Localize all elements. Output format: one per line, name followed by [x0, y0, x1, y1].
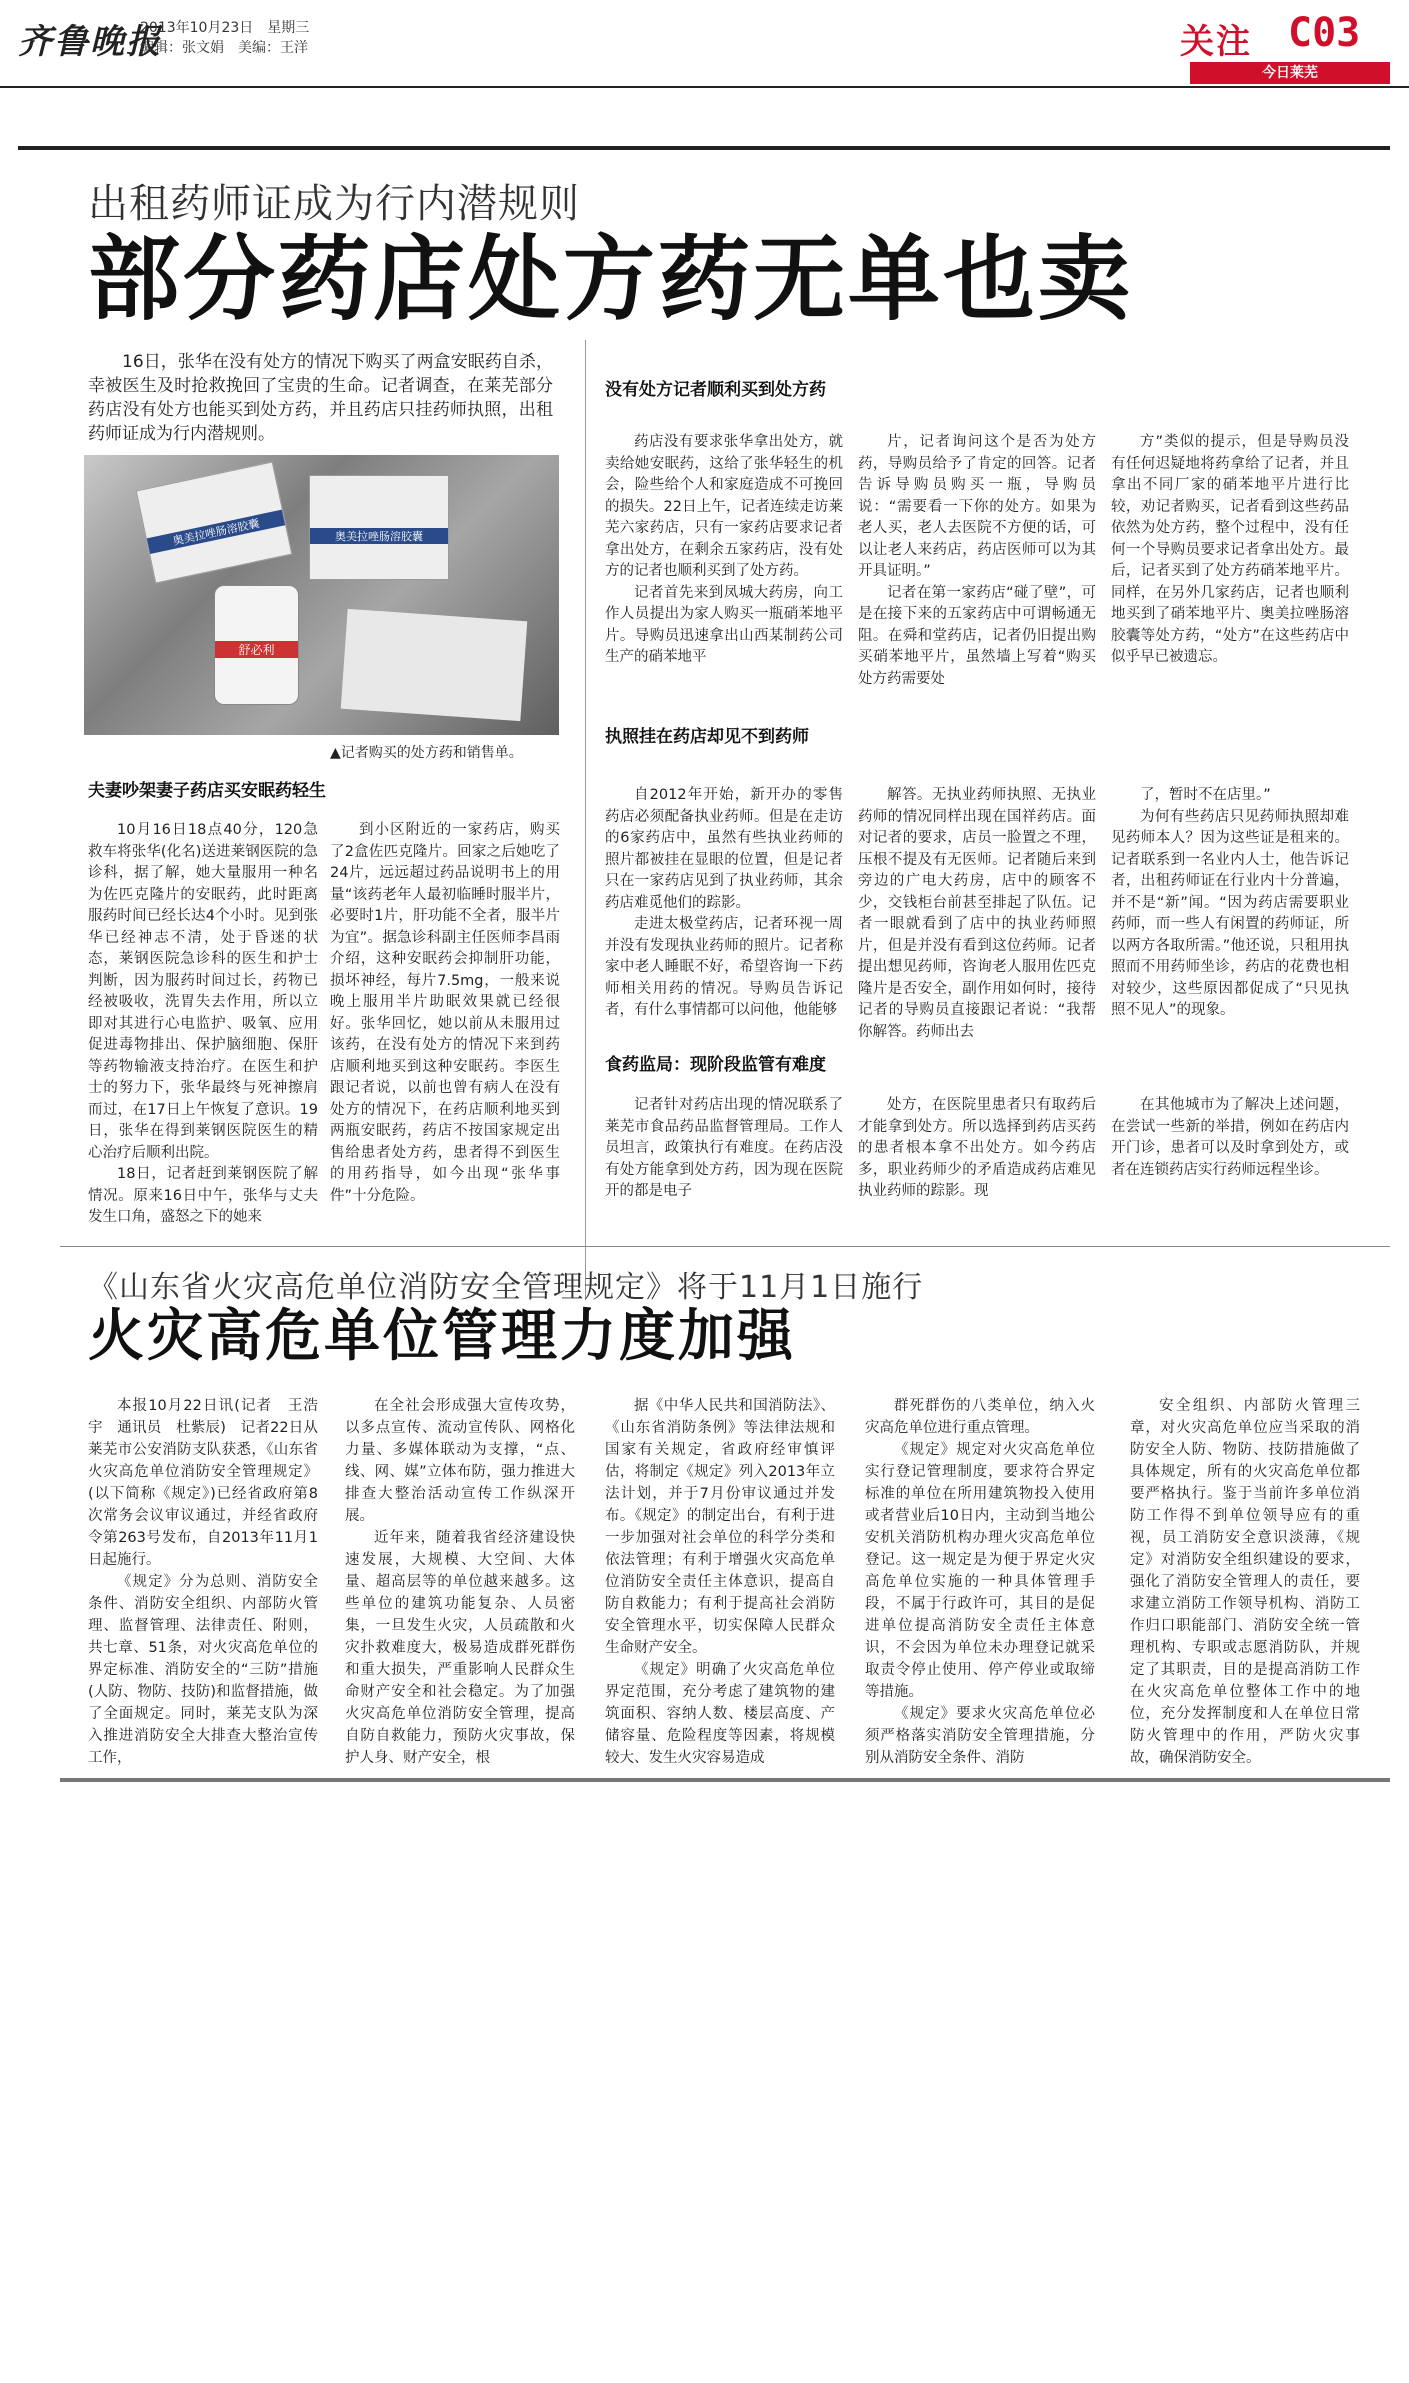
article2-col4: [865, 1395, 1095, 1769]
top-thick-rule: [18, 146, 1390, 150]
paragraph: 走进太极堂药店，记者环视一周并没有发现执业药师的照片。记者称家中老人睡眠不好，希望咨询一下药师相关用药的情况。导购员告诉记者，有什么事情都可以问他，他能够: [605, 916, 843, 1018]
article1-sec3-col3: [1111, 785, 1349, 1022]
pill-bottle-label: 舒必利: [215, 641, 298, 658]
paragraph: 《规定》分为总则、消防安全条件、消防安全组织、内部防火管理、监督管理、法律责任、附则，共七章、51条，对火灾高危单位的界定标准、消防安全的“三防”措施(人防、物防、技防)和监督措施，做了全面规定。同时，莱芜支队为深入推进消防安全大排查大整治宣传工作，: [88, 1574, 318, 1766]
paragraph: 记者首先来到凤城大药房，向工作人员提出为家人购买一瓶硝苯地平片。导购员迅速拿出山西某制药公司生产的硝苯地平: [605, 584, 843, 665]
paragraph: 本报10月22日讯(记者 王浩宇 通讯员 杜紫辰) 记者22日从莱芜市公安消防支队获悉，《山东省火灾高危单位消防安全管理规定》(以下简称《规定》)已经省政府第8次常务会议审议通过，并经省政府令第263号发布，自2013年11月1日起施行。: [88, 1398, 318, 1568]
medicine-box-left-label: 奥美拉唑肠溶胶囊: [147, 510, 285, 554]
medicine-box-left: [136, 461, 293, 583]
article1-sec3-col1: [605, 785, 843, 1022]
section-name: 关注: [1180, 22, 1252, 62]
article1-subhead-4: 食药监局：现阶段监管有难度: [605, 1055, 826, 1075]
sales-receipt: [341, 609, 528, 721]
editors-line: 编辑：张文娟 美编：王洋: [140, 40, 308, 56]
issue-date-line: [140, 18, 309, 38]
article1-sec4-col1: 记者针对药店出现的情况联系了莱芜市食品药品监督管理局。工作人员坦言，政策执行有难度。在药店没有处方能拿到处方药，因为现在医院开的都是电子: [605, 1097, 843, 1199]
article1-sec3-col2: 解答。无执业药师执照、无执业药师的情况同样出现在国祥药店。面对记者的要求，店员一脸置之不理，压根不提及有无医师。记者随后来到旁边的广电大药房，店中的顾客不少，交钱柜台前甚至排起了队伍。记者一眼就看到了店中的执业药师照片，但是并没有看到这位药师。记者提出想见药师，咨询老人服用佐匹克隆片是否安全，副作用如何时，接待记者的导购员直接跟记者说：“我帮你解答。药师出去: [858, 787, 1096, 1040]
subsection-tab: 今日莱芜: [1190, 62, 1390, 84]
article2-col2: [345, 1395, 575, 1769]
paragraph: 为何有些药店只见药师执照却难见药师本人？因为这些证是租来的。记者联系到一名业内人士，他告诉记者，出租药师证在行业内十分普遍，并不是“新”闻。“因为药店需要职业药师，而一些人有闲置的药师证，所以两方各取所需。”他还说，只租用执照而不用药师坐诊，药店的花费也相对较少，这些原因都促成了“只见执照不见人”的现象。: [1111, 808, 1349, 1018]
newspaper-logo: 齐鲁晚报: [18, 22, 162, 62]
paragraph: 了，暂时不在店里。”: [1140, 787, 1271, 803]
article2-col3: [605, 1395, 835, 1769]
article1-story-col2: 到小区附近的一家药店，购买了2盒佐匹克隆片。回家之后她吃了24片，远远超过药品说明书上的用量“该药老年人最初临睡时服半片，必要时1片，肝功能不全者，服半片为宜”。据急诊科副主任医师李昌雨介绍，这种安眠药会抑制肝功能，损坏神经，每片7.5mg，一般来说晚上服用半片助眠效果就已经很好。张华回忆，她以前从未服用过该药，在没有处方的情况下来到药店顺利地买到这种安眠药。李医生跟记者说，以前也曾有病人在没有处方的情况下，在药店顺利地买到两瓶安眠药，药店不按国家规定出售给患者处方药，患者得不到医生的用药指导，如今出现“张华事件”十分危险。: [330, 822, 560, 1204]
paragraph: 据《中华人民共和国消防法》、《山东省消防条例》等法律法规和国家有关规定，省政府经审慎评估，将制定《规定》列入2013年立法计划，并于7月份审议通过并发布。《规定》的制定出台，有利于进一步加强对社会单位的科学分类和依法管理；有利于增强火灾高危单位消防安全责任主体意识，提高自防自救能力；有利于提高社会消防安全管理水平，切实保障人民群众生命财产安全。: [605, 1398, 835, 1656]
paragraph: 近年来，随着我省经济建设快速发展，大规模、大空间、大体量、超高层等的单位越来越多。这些单位的建筑功能复杂、人员密集，一旦发生火灾，人员疏散和火灾扑救难度大，极易造成群死群伤和重大损失，严重影响人民群众生命财产安全和社会稳定。为了加强火灾高危单位消防安全管理，提高自防自救能力，预防火灾事故，保护人身、财产安全，根: [345, 1530, 575, 1766]
article2-kicker: 《山东省火灾高危单位消防安全管理规定》将于11月1日施行: [88, 1270, 924, 1305]
article2-col1: [88, 1395, 318, 1769]
header-rule: [0, 86, 1409, 88]
article1-photo: [84, 455, 559, 735]
article1-kicker: 出租药师证成为行内潜规则: [88, 181, 580, 227]
article1-sec4-col2: 处方，在医院里患者只有取药后才能拿到处方。所以选择到药店买药的患者根本拿不出处方。如今药店多，职业药师少的矛盾造成药店难见执业药师的踪影。现: [858, 1097, 1096, 1199]
paragraph: 药店没有要求张华拿出处方，就卖给她安眠药，这给了张华轻生的机会，险些给个人和家庭造成不可挽回的损失。22日上午，记者连续走访莱芜六家药店，只有一家药店要求记者拿出处方，在剩余五家药店，没有处方的记者也顺利买到了处方药。: [605, 434, 843, 579]
article1-photo-caption: ▲记者购买的处方药和销售单。: [330, 745, 523, 761]
article1-story-col1: [88, 820, 318, 1229]
medicine-box-right-label: 奥美拉唑肠溶胶囊: [310, 528, 448, 544]
paragraph: 《规定》规定对火灾高危单位实行登记管理制度，要求符合界定标准的单位在所用建筑物投入使用或者营业后10日内，主动到当地公安机关消防机构办理火灾高危单位登记。这一规定是为便于界定火灾高危单位实施的一种具体管理手段，不属于行政许可，其目的是促进单位提高消防安全责任主体意识，不会因为单位未办理登记就采取责令停止使用、停产停业或取缔等措施。: [865, 1442, 1095, 1700]
article1-subhead-3: 执照挂在药店却见不到药师: [605, 727, 809, 747]
article2-col5: 安全组织、内部防火管理三章，对火灾高危单位应当采取的消防安全人防、物防、技防措施做了具体规定，所有的火灾高危单位都要严格执行。鉴于当前许多单位消防工作得不到单位领导应有的重视，员工消防安全意识淡薄，《规定》对消防安全组织建设的要求，强化了消防安全管理人的责任，要求建立消防工作领导机构、消防工作归口职能部门、消防安全统一管理机构、专职或志愿消防队，并规定了其职责，目的是提高消防工作在火灾高危单位整体工作中的地位，充分发挥制度和人在单位日常防火管理中的作用，严防火灾事故，确保消防安全。: [1130, 1398, 1360, 1766]
paragraph: 《规定》要求火灾高危单位必须严格落实消防安全管理措施，分别从消防安全条件、消防: [865, 1706, 1095, 1766]
page-number: C03: [1288, 10, 1361, 56]
bottom-rule: [60, 1778, 1390, 1782]
paragraph: 片，记者询问这个是否为处方药，导购员给予了肯定的回答。记者告诉导购员购买一瓶，导购员说：“需要看一下你的处方。如果为老人买，老人去医院不方便的话，可以让老人来药店，药店医师可以为其开具证明。”: [858, 434, 1096, 579]
article1-lead: 16日，张华在没有处方的情况下购买了两盒安眠药自杀，幸被医生及时抢救挽回了宝贵的生命。记者调查，在莱芜部分药店没有处方也能买到处方药，并且药店只挂药师执照，出租药师证成为行内潜规则。: [88, 352, 553, 444]
article1-sec1-col2: [858, 432, 1096, 690]
article1-column-divider: [585, 340, 586, 1300]
paragraph: 在全社会形成强大宣传攻势，以多点宣传、流动宣传队、网格化力量、多媒体联动为支撑，“点、线、网、媒”立体布防，强力推进大排查大整治活动宣传工作纵深开展。: [345, 1398, 575, 1524]
article2-headline: 火灾高危单位管理力度加强: [88, 1304, 796, 1369]
article1-sec1-col1: [605, 432, 843, 669]
issue-weekday: 星期三: [267, 20, 310, 36]
issue-date: 2013年10月23日: [140, 20, 254, 36]
paragraph: 记者在第一家药店“碰了壁”，可是在接下来的五家药店中可谓畅通无阻。在舜和堂药店，记者仍旧提出购买硝苯地平片，虽然墙上写着“购买处方药需要处: [858, 584, 1096, 687]
article1-subhead-2: 夫妻吵架妻子药店买安眠药轻生: [88, 781, 326, 801]
pill-bottle: [214, 585, 299, 705]
paragraph: 自2012年开始，新开办的零售药店必须配备执业药师。但是在走访的6家药店中，虽然有些执业药师的照片都被挂在显眼的位置，但是记者只在一家药店见到了执业药师，其余药店难觅他们的踪影。: [605, 787, 843, 911]
paragraph: 群死群伤的八类单位，纳入火灾高危单位进行重点管理。: [865, 1398, 1095, 1436]
article-separator: [60, 1246, 1390, 1247]
paragraph: 《规定》明确了火灾高危单位界定范围，充分考虑了建筑物的建筑面积、容纳人数、楼层高度、产储容量、危险程度等因素，将规模较大、发生火灾容易造成: [605, 1662, 835, 1766]
article1-subhead-1: 没有处方记者顺利买到处方药: [605, 380, 826, 400]
article1-sec1-col3: 方”类似的提示，但是导购员没有任何迟疑地将药拿给了记者，并且拿出不同厂家的硝苯地平片进行比较，劝记者购买，记者看到这些药品依然为处方药，整个过程中，没有任何一个导购员要求记者拿出处方。最后，记者买到了处方药硝苯地平片。同样，在另外几家药店，记者也顺利地买到了硝苯地平片、奥美拉唑肠溶胶囊等处方药，“处方”在这些药店中似乎早已被遗忘。: [1111, 434, 1349, 665]
article1-headline: 部分药店处方药无单也卖: [88, 226, 1134, 333]
paragraph: 10月16日18点40分，120急救车将张华(化名)送进莱钢医院的急诊科，据了解，她大量服用一种名为佐匹克隆片的安眠药，此时距离服药时间已经长达4个小时。见到张华已经神志不清，处于昏迷的状态，莱钢医院急诊科的医生和护士判断，因为服药时间过长，药物已经被吸收，洗胃失去作用，所以立即对其进行心电监护、吸氧、应用促进毒物排出、保护脑细胞、保肝等药物输液支持治疗。在医生和护士的努力下，张华最终与死神擦肩而过，在17日上午恢复了意识。19日，张华在得到莱钢医院医生的精心治疗后顺利出院。: [88, 822, 318, 1161]
paragraph: 18日，记者赶到莱钢医院了解情况。原来16日中午，张华与丈夫发生口角，盛怒之下的她来: [88, 1166, 318, 1225]
article1-sec4-col3: 在其他城市为了解决上述问题，在尝试一些新的举措，例如在药店内开门诊，患者可以及时拿到处方，或者在连锁药店实行药师远程坐诊。: [1111, 1097, 1349, 1178]
medicine-box-right: [309, 475, 449, 580]
